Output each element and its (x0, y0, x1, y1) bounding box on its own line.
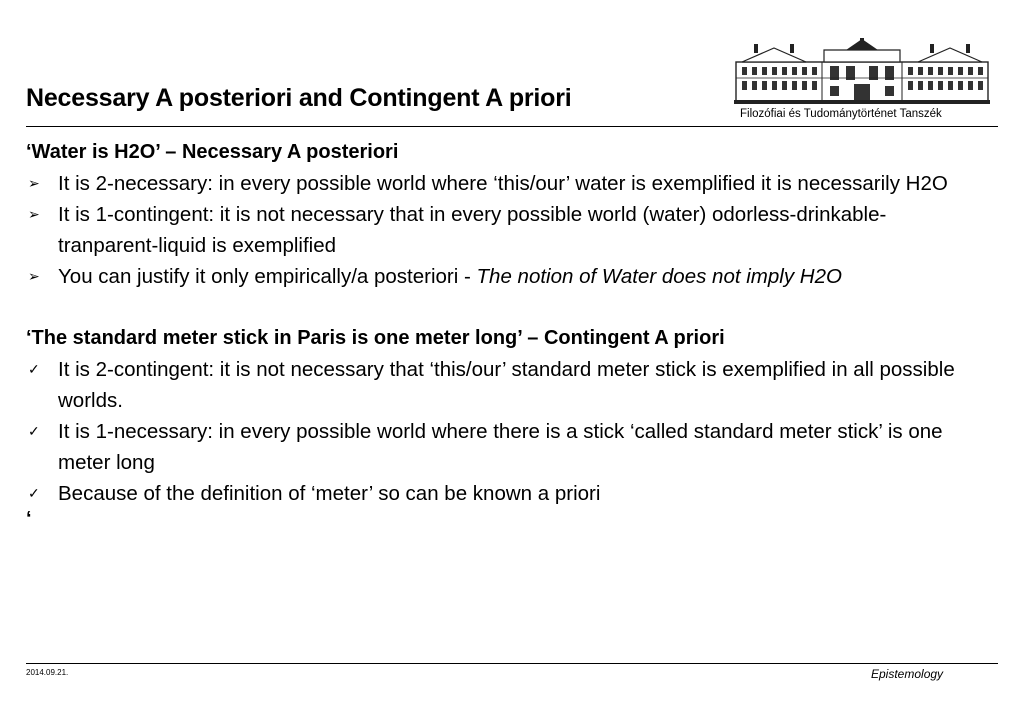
slide-title: Necessary A posteriori and Contingent A priori (26, 84, 572, 112)
bullet-text: It is 1-necessary: in every possible world where there is a stick ‘called standard meter stick’ is one meter long (58, 420, 943, 474)
footer-date: 2014.09.21. (26, 668, 69, 677)
bullet-emphasis: The notion of Water does not imply H2O (476, 265, 842, 288)
checkmark-bullet-icon: ✓ (28, 423, 40, 439)
checkmark-bullet-icon: ✓ (28, 361, 40, 377)
university-building-icon (734, 38, 992, 106)
department-logo (732, 38, 994, 128)
bullet-text: It is 2-necessary: in every possible world where ‘this/our’ water is exemplified it is necessarily H2O (58, 172, 948, 195)
arrow-bullet-icon: ➢ (28, 175, 40, 191)
bullet-item (26, 354, 986, 416)
footer-divider (26, 663, 998, 664)
footer-course-name: Epistemology (871, 667, 944, 681)
bullet-item (26, 478, 986, 509)
bullet-item (26, 199, 986, 261)
title-divider (26, 126, 998, 127)
bullet-text: It is 2-contingent: it is not necessary that ‘this/our’ standard meter stick is exemplified in all possible worlds. (58, 358, 955, 412)
spacer (26, 292, 986, 323)
department-name: Filozófiai és Tudománytörténet Tanszék (740, 108, 942, 120)
section-heading-meter: ‘The standard meter stick in Paris is one meter long’ – Contingent A priori (26, 327, 725, 349)
arrow-bullet-icon: ➢ (28, 268, 40, 284)
section-heading-water: ‘Water is H2O’ – Necessary A posteriori (26, 141, 399, 163)
arrow-bullet-icon: ➢ (28, 206, 40, 222)
bullet-text: It is 1-contingent: it is not necessary that in every possible world (water) odorless-drinkable-tranparent-liquid is exemplified (58, 203, 887, 257)
slide-body (26, 137, 986, 529)
bullet-item (26, 168, 986, 199)
bullet-item (26, 261, 986, 292)
bullet-text: Because of the definition of ‘meter’ so can be known a priori (58, 482, 601, 505)
bullet-text: You can justify it only empirically/a posteriori - (58, 265, 477, 288)
bullet-item (26, 416, 986, 478)
stray-quote-mark: ‘ (26, 508, 32, 530)
checkmark-bullet-icon: ✓ (28, 485, 40, 501)
